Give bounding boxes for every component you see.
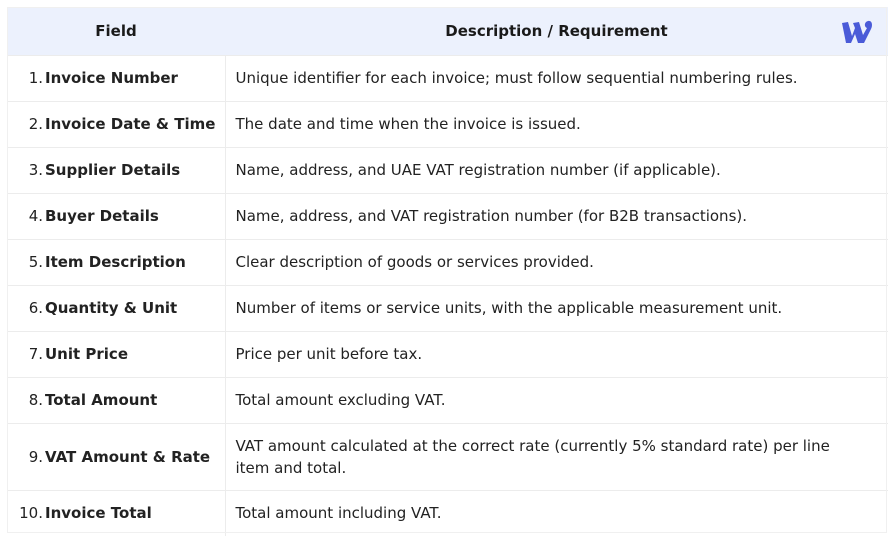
field-cell — [7, 147, 225, 193]
field-name: Quantity & Unit — [45, 299, 178, 317]
table-row — [7, 285, 888, 331]
field-name: Buyer Details — [45, 207, 159, 225]
table-row — [7, 490, 888, 536]
table-row — [7, 193, 888, 239]
table-header — [7, 7, 888, 55]
row-number: 8. — [28, 391, 43, 409]
row-number: 5. — [28, 253, 43, 271]
field-cell — [7, 331, 225, 377]
field-name: Item Description — [45, 253, 186, 271]
row-number: 10. — [19, 504, 43, 523]
field-name: Supplier Details — [45, 161, 181, 179]
description-cell: Name, address, and VAT registration number (for B2B transactions). — [225, 193, 888, 239]
field-name: Unit Price — [45, 345, 128, 363]
field-name: Invoice Number — [45, 69, 178, 87]
table-row — [7, 101, 888, 147]
header-field: Field — [95, 21, 137, 40]
field-name: Invoice Date & Time — [45, 115, 216, 133]
description-cell: Total amount including VAT. — [225, 490, 888, 536]
field-cell — [7, 239, 225, 285]
description-cell: The date and time when the invoice is issued. — [225, 101, 888, 147]
table-row — [7, 147, 888, 193]
field-cell — [7, 193, 225, 239]
description-cell: Unique identifier for each invoice; must follow sequential numbering rules. — [225, 55, 888, 101]
row-number: 2. — [28, 115, 43, 133]
description-cell: Total amount excluding VAT. — [225, 377, 888, 423]
field-name: Invoice Total — [45, 504, 152, 523]
row-number: 7. — [28, 345, 43, 363]
row-number: 4. — [28, 207, 43, 225]
field-cell — [7, 377, 225, 423]
row-number: 1. — [28, 69, 43, 87]
description-cell: Price per unit before tax. — [225, 331, 888, 377]
table-row — [7, 423, 888, 490]
table-row — [7, 331, 888, 377]
description-cell: Number of items or service units, with the applicable measurement unit. — [225, 285, 888, 331]
field-name: Total Amount — [45, 391, 158, 409]
invoice-fields-table — [7, 7, 888, 536]
field-cell — [7, 101, 225, 147]
table-row — [7, 377, 888, 423]
row-number: 6. — [28, 299, 43, 317]
field-cell — [7, 55, 225, 101]
field-cell — [7, 285, 225, 331]
header-description: Description / Requirement — [445, 21, 668, 40]
field-cell — [7, 490, 225, 536]
field-name: VAT Amount & Rate — [45, 447, 211, 466]
description-cell: Clear description of goods or services provided. — [225, 239, 888, 285]
row-number: 9. — [28, 447, 43, 466]
description-cell: Name, address, and UAE VAT registration number (if applicable). — [225, 147, 888, 193]
table-row — [7, 55, 888, 101]
table-row — [7, 239, 888, 285]
row-number: 3. — [28, 161, 43, 179]
brand-logo-icon — [841, 18, 873, 46]
description-cell: VAT amount calculated at the correct rate (currently 5% standard rate) per line item and total. — [225, 423, 888, 490]
field-cell — [7, 423, 225, 490]
